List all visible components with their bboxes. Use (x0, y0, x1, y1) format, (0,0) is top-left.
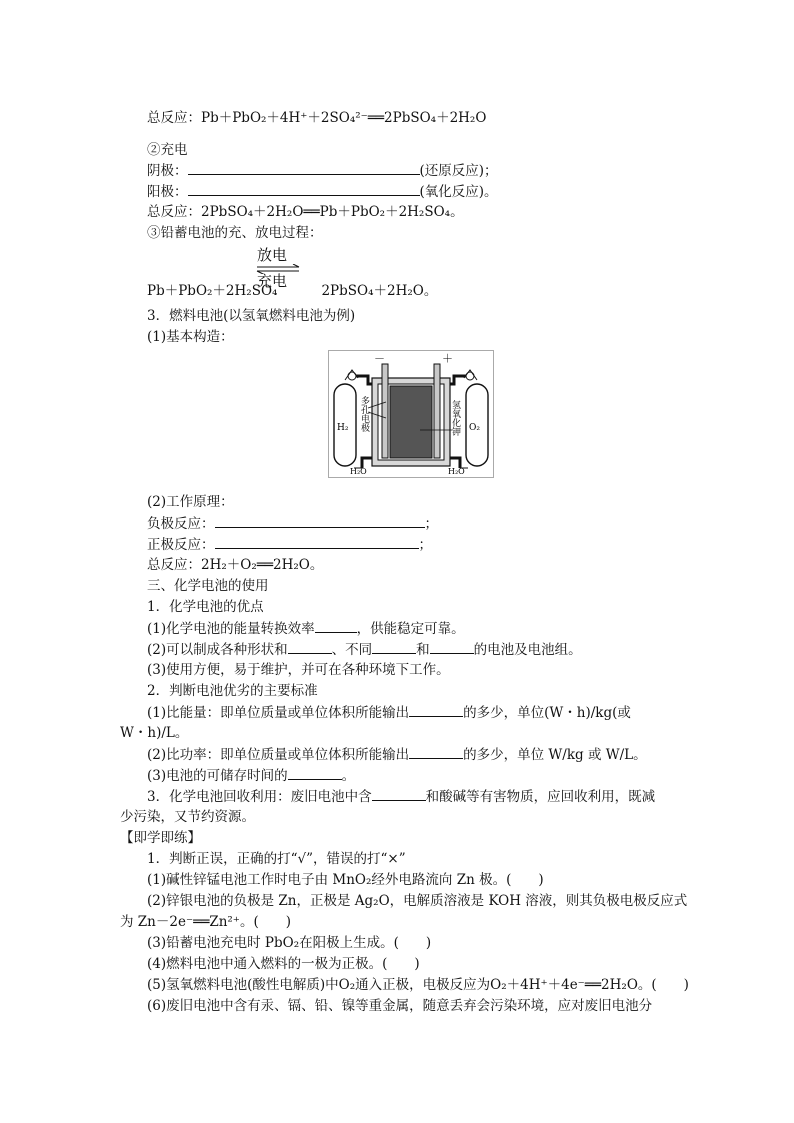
line-fuel-cell-heading: 3．燃料电池(以氢氧燃料电池为例) (147, 308, 356, 324)
line-total-reaction-charge: 总反应：2PbSO₄＋2H₂O══Pb＋PbO₂＋2H₂SO₄。 (147, 204, 464, 220)
porous-electrode-label: 多孔电极 (359, 396, 369, 432)
shapes-text-3: 和 (416, 642, 430, 658)
discharge-label: 放电 (257, 246, 288, 264)
minus-label: － (374, 352, 385, 365)
line-charge-heading: ②充电 (147, 142, 188, 158)
specific-energy-end: 的多少，单位(W・h)/kg(或 (463, 705, 631, 721)
positive-blank[interactable] (215, 534, 419, 549)
specific-power-blank[interactable] (409, 744, 463, 759)
h2-label: H₂ (337, 423, 349, 433)
line-convenience: (3)使用方便，易于维护，并可在各种环境下工作。 (147, 662, 450, 678)
line-negative-electrode (147, 513, 438, 534)
line-shapes (147, 639, 582, 660)
question-5: (5)氢氧燃料电池(酸性电解质)中O₂通入正极，电极反应为O₂＋4H⁺＋4e⁻══2H₂O。( ) (147, 977, 689, 993)
efficiency-text: (1)化学电池的能量转换效率 (147, 621, 315, 637)
specific-energy-text: (1)比能量：即单位质量或单位体积所能输出 (147, 705, 410, 721)
o2-label: O₂ (469, 423, 480, 433)
anode-label: 阳极： (147, 184, 188, 200)
specific-power-end: 的多少，单位 W/kg 或 W/L。 (463, 747, 647, 763)
line-cathode (147, 160, 498, 181)
line-working-principle: (2)工作原理： (147, 494, 234, 510)
storage-text: (3)电池的可储存时间的 (147, 768, 288, 784)
line-storage-time (147, 765, 355, 786)
storage-blank[interactable] (288, 765, 342, 780)
question-3: (3)铅蓄电池充电时 PbO₂在阳极上生成。( ) (147, 935, 432, 951)
koh-label: 氢氧化钾 (450, 400, 460, 436)
process-left: Pb＋PbO₂＋2H₂SO₄ (147, 283, 278, 299)
shapes-blank-1[interactable] (288, 639, 332, 654)
positive-label: 正极反应： (147, 537, 215, 553)
question-2: (2)锌银电池的负极是 Zn，正极是 Ag₂O，电解质溶液是 KOH 溶液，则其负极电极反应式 (147, 893, 688, 909)
line-criteria: 2．判断电池优劣的主要标准 (147, 683, 318, 699)
line-total-reaction-fuel: 总反应：2H₂＋O₂══2H₂O。 (147, 557, 324, 573)
positive-end: ； (418, 537, 432, 553)
shapes-text: (2)可以制成各种形状和 (147, 642, 288, 658)
question-1: (1)碱性锌锰电池工作时电子由 MnO₂经外电路流向 Zn 极。( ) (147, 872, 544, 888)
recycling-end: 和酸碱等有害物质，应回收利用，既减 (425, 789, 656, 805)
fuel-cell-diagram (328, 350, 494, 478)
shapes-end: 的电池及电池组。 (473, 642, 582, 658)
line-positive-electrode (147, 534, 432, 555)
section-heading-practice: 【即学即练】 (120, 830, 201, 846)
h2o-left-label: H₂O (350, 467, 367, 476)
line-anode (147, 181, 498, 202)
plus-label: ＋ (442, 352, 453, 365)
electrolyte-region (390, 386, 432, 458)
shapes-blank-2[interactable] (372, 639, 416, 654)
line-total-reaction-discharge: 总反应：Pb＋PbO₂＋4H⁺＋2SO₄²⁻══2PbSO₄＋2H₂O (147, 110, 487, 126)
recycling-text: 3．化学电池回收利用：废旧电池中含 (147, 789, 372, 805)
recycling-blank[interactable] (372, 786, 426, 801)
line-specific-energy-cont: W・h)/L。 (120, 725, 189, 741)
line-efficiency (147, 618, 465, 639)
anode-note: (氧化反应)。 (419, 184, 498, 200)
line-judge-instructions: 1．判断正误，正确的打“√”，错误的打“×” (147, 851, 406, 867)
question-4: (4)燃料电池中通入燃料的一极为正极。( ) (147, 956, 420, 972)
line-advantages: 1．化学电池的优点 (147, 599, 264, 615)
line-recycling-cont: 少污染，又节约资源。 (120, 809, 255, 825)
negative-end: ； (424, 516, 438, 532)
cathode-blank[interactable] (188, 160, 420, 175)
efficiency-end: ，供能稳定可靠。 (356, 621, 465, 637)
specific-power-text: (2)比功率：即单位质量或单位体积所能输出 (147, 747, 410, 763)
anode-blank[interactable] (188, 181, 420, 196)
efficiency-blank[interactable] (315, 618, 357, 633)
line-process-heading: ③铅蓄电池的充、放电过程： (147, 225, 323, 241)
question-2-cont: 为 Zn－2e⁻══Zn²⁺。( ) (120, 914, 291, 930)
negative-blank[interactable] (215, 513, 425, 528)
specific-energy-blank[interactable] (409, 702, 463, 717)
negative-label: 负极反应： (147, 516, 215, 532)
section-heading-usage: 三、化学电池的使用 (147, 578, 269, 594)
line-recycling (147, 786, 655, 807)
h2o-right-label: H₂O (448, 467, 465, 476)
cathode-note: (还原反应)； (419, 163, 498, 179)
shapes-blank-3[interactable] (430, 639, 474, 654)
line-specific-energy (147, 702, 631, 723)
cathode-label: 阴极： (147, 163, 188, 179)
process-right: 2PbSO₄＋2H₂O。 (321, 283, 438, 299)
line-specific-power (147, 744, 647, 765)
charge-label: 充电 (257, 272, 288, 290)
line-overall-process (147, 281, 437, 301)
storage-end: 。 (341, 768, 356, 784)
line-basic-structure: (1)基本构造： (147, 329, 234, 345)
question-6: (6)废旧电池中含有汞、镉、铅、镍等重金属，随意丢弃会污染环境，应对废旧电池分 (147, 998, 653, 1014)
shapes-text-2: 、不同 (331, 642, 373, 658)
